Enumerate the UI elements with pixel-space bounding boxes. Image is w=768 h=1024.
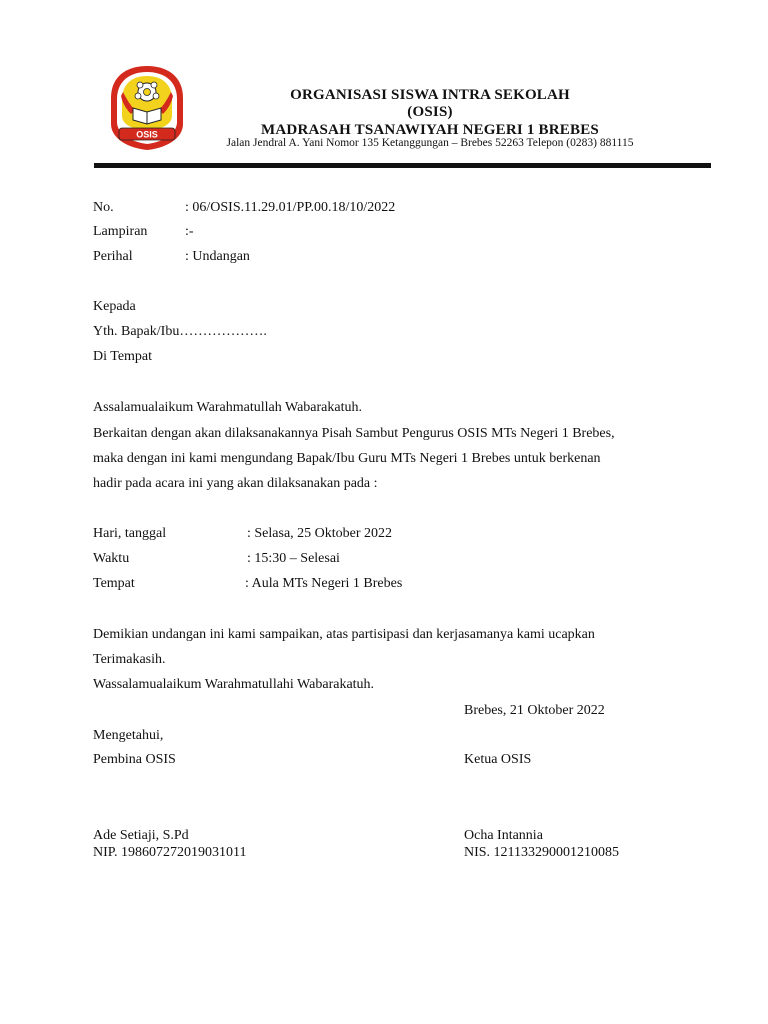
meta-lampiran-label: Lampiran [93,224,148,239]
closing-line-1: Demikian undangan ini kami sampaikan, atas partisipasi dan kerjasamanya kami ucapkan [93,627,595,642]
event-day-label: Hari, tanggal [93,526,167,541]
meta-lampiran-value: :- [185,224,194,239]
recipient-line-2: Yth. Bapak/Ibu………………. [93,324,267,339]
letterhead-line-3: MADRASAH TSANAWIYAH NEGERI 1 BREBES [261,122,599,138]
event-place-label: Tempat [93,576,135,591]
event-time-value: : 15:30 – Selesai [247,551,340,566]
right-signatory-id: NIS. 121133290001210085 [464,845,620,860]
meta-perihal-label: Perihal [93,249,133,264]
meta-perihal-value: : Undangan [185,249,250,264]
closing-line-2: Terimakasih. [93,652,166,667]
letterhead-address: Jalan Jendral A. Yani Nomor 135 Ketanggungan – Brebes 52263 Telepon (0283) 881115 [226,137,634,149]
left-signatory-title: Pembina OSIS [93,752,176,767]
right-signatory-name: Ocha Intannia [464,828,543,843]
meta-no-label: No. [93,200,114,215]
mengetahui-label: Mengetahui, [93,728,164,743]
osis-logo [109,64,185,152]
right-signatory-title: Ketua OSIS [464,752,532,767]
body-line-3: hadir pada acara ini yang akan dilaksanakan pada : [93,476,378,491]
place-date: Brebes, 21 Oktober 2022 [464,703,605,718]
left-signatory-name: Ade Setiaji, S.Pd [93,828,189,843]
logo-banner-text: OSIS [136,129,158,140]
letterhead-line-2: (OSIS) [407,104,453,120]
body-line-1: Berkaitan dengan akan dilaksanakannya Pisah Sambut Pengurus OSIS MTs Negeri 1 Brebes, [93,426,615,441]
body-line-2: maka dengan ini kami mengundang Bapak/Ibu Guru MTs Negeri 1 Brebes untuk berkenan [93,451,601,466]
recipient-line-3: Di Tempat [93,349,153,364]
closing-line-3: Wassalamualaikum Warahmatullahi Wabarakatuh. [93,677,375,692]
letterhead-title [190,87,670,139]
event-time-label: Waktu [93,551,130,566]
event-day-value: : Selasa, 25 Oktober 2022 [247,526,393,541]
event-place-value: : Aula MTs Negeri 1 Brebes [245,576,403,591]
letterhead-line-1: ORGANISASI SISWA INTRA SEKOLAH [290,87,570,103]
meta-no-value: : 06/OSIS.11.29.01/PP.00.18/10/2022 [185,200,396,215]
left-signatory-id: NIP. 198607272019031011 [93,845,247,860]
recipient-line-1: Kepada [93,299,136,314]
greeting: Assalamualaikum Warahmatullah Wabarakatuh. [93,400,362,415]
letterhead-divider [94,163,711,168]
